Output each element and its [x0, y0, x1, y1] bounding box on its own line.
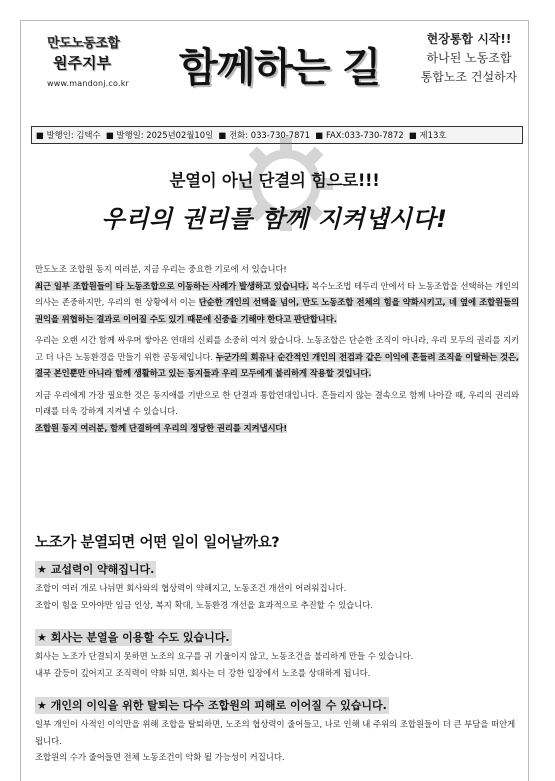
union-name: 만도노동조합: [47, 36, 120, 51]
paragraph: [35, 261, 519, 327]
item-line: 회사는 노조가 단결되지 못하면 노조의 요구를 귀 기울이지 않고, 노동조건을 불리하게 만들 수 있습니다.: [35, 651, 414, 661]
item-line: 조합이 여러 개로 나뉘면 회사와의 협상력이 약해지고, 노동조건 개선이 어려워집니다.: [35, 583, 347, 593]
highlighted-text: 누군가의 회유나 순간적인 개인의 전검과 같은 이익에 흔들려 조직을 이탈하는 것은, 결국 본인뿐만 아니라 함께 생활하고 있는 동지들과 우리 모두에게 불리하게 작용할 것입니다.: [35, 351, 519, 378]
slogan-line: 현장통합 시작!!: [426, 32, 512, 46]
article-body: [35, 261, 519, 441]
item-line: 조합이 힘을 모아야만 임금 인상, 복지 확대, 노동환경 개선을 효과적으로 추진할 수 있습니다.: [35, 599, 374, 610]
item-heading: ★ 회사는 분열을 이용할 수도 있습니다.: [37, 631, 230, 644]
paragraph-text: 만도노조 조합원 동지 여러분, 지금 우리는 중요한 기로에 서 있습니다!: [35, 264, 287, 274]
item-heading: ★ 개인의 이익을 위한 탈퇴는 다수 조합원의 피해로 이어질 수 있습니다.: [37, 699, 387, 712]
newsletter-title: 함께하는 길: [179, 45, 381, 91]
highlighted-text: 단순한 개인의 선택을 넘어, 만도 노동조합 전체의 힘을 약화시키고, 네 옆에 조합원들의 권익을 위협하는 결과로 이어질 수도 있기 때문에 신중을 기해야 한다고 판단합니다.: [35, 297, 520, 324]
headline-main: 분열이 아닌 단결의 힘으로!!!: [169, 171, 380, 190]
paragraph-text: 우리는 오랜 시간 함께 싸우며 쌓아온 연대의 신뢰를 소중히 여겨 왔습니다. 노동조합은 단순한 조직이 아니라, 우리 모두의 권리를 지키고 더 나은 노동환경을 만들기 위한 공동체입니다.: [35, 335, 519, 362]
item-line: 조합원의 수가 줄어들면 전체 노동조건이 악화 될 가능성이 커집니다.: [35, 752, 285, 762]
publish-date: ■ 발행일: 2025년02월10일: [105, 130, 214, 140]
union-logo-block: [31, 30, 159, 105]
paragraph: [35, 332, 519, 382]
slogan-block: [409, 30, 529, 87]
slogan-line: 하나된 노동조합: [426, 51, 512, 65]
section-title: 노조가 분열되면 어떤 일이 일어날까요?: [35, 535, 280, 551]
section-item: [35, 561, 519, 613]
paragraph-text: 지금 우리에게 가장 필요한 것은 동지애를 기반으로 한 단결과 통합연대입니다. 흔들리지 않는 결속으로 함께 나아갈 때, 우리의 권리와 미래를 더욱 강하게 지켜낼 수 있습니다.: [35, 389, 519, 416]
item-line: 내부 갈등이 깊어지고 조직력이 약화 되면, 회사는 더 강한 입장에서 노조를 상대하게 됩니다.: [35, 667, 371, 678]
publisher: ■ 발행인: 김택수: [36, 130, 101, 140]
branch-name: 원주지부: [53, 54, 111, 72]
highlighted-text: 최근 일부 조합원들이 타 노동조합으로 이동하는 사례가 발생하고 있습니다.: [35, 280, 309, 291]
paragraph: [35, 387, 519, 437]
paragraph-text: 복수노조법 테두리 안에서 타 노동조합을 선택하는 개인의 의사는 존중하지만, 우리의 현 상황에서 이는: [35, 280, 519, 307]
website-link[interactable]: www.mandonj.co.kr: [47, 79, 130, 88]
newsletter-page: [20, 20, 529, 781]
masthead: [31, 30, 528, 122]
highlighted-text: 조합원 동지 여러분, 함께 단결하여 우리의 정당한 권리를 지켜냅시다!: [35, 422, 288, 433]
item-line: 일부 개인이 사적인 이익만을 위해 조합을 탈퇴하면, 노조의 협상력이 줄어들고, 나로 인해 내 주위의 조합원들이 더 큰 부담을 떠안게 됩니다.: [35, 719, 516, 746]
item-heading: ★ 교섭력이 약해집니다.: [37, 563, 155, 576]
section-item: [35, 697, 519, 766]
phone-number: ■ 전화: 033-730-7871: [218, 130, 311, 140]
section-item: [35, 629, 519, 681]
headline-sub: 우리의 권리를 함께 지켜냅시다!: [101, 205, 448, 233]
issue-number: ■ 제13호: [408, 130, 447, 140]
fax-number: ■ FAX:033-730-7872: [315, 130, 404, 140]
slogan-line: 통합노조 건설하자: [420, 70, 518, 84]
